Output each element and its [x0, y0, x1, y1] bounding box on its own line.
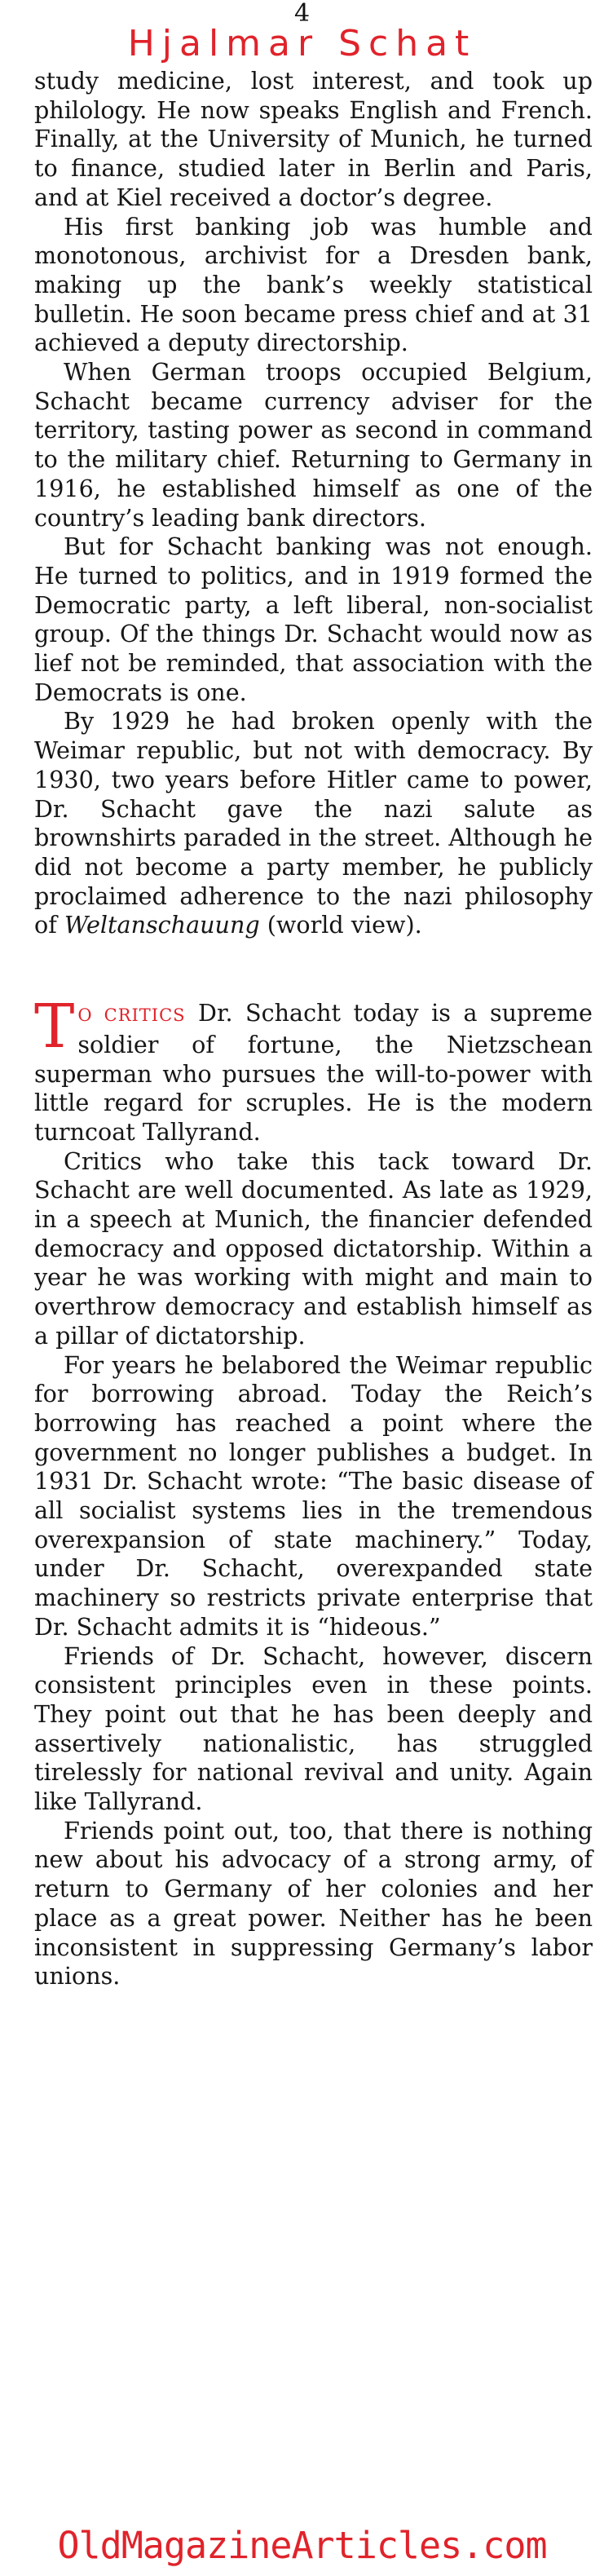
article-section-1 [0, 67, 604, 940]
drop-cap: T [34, 992, 75, 1063]
article-body [0, 67, 604, 1991]
paragraph-6 [34, 992, 593, 1147]
paragraph-5 [34, 707, 593, 940]
small-caps-lead: O CRITICS [77, 1005, 186, 1026]
paragraph-1: study medicine, lost interest, and took up philology. He now speaks English and French. Finally, at the University of Munich, he turned to finance, studied later in Berlin and Paris, and at Kiel received a doctor’s degree. [34, 67, 593, 211]
paragraph-10: Friends point out, too, that there is nothing new about his advocacy of a strong army, of return to Germany of her colonies and her place as a great power. Neither has he been inconsistent in suppressing Germany’s labor unions. [34, 1816, 593, 1991]
paragraph-8: For years he belabored the Weimar republic for borrowing abroad. Today the Reich’s borrowing has reached a point where the government no longer publishes a budget. In 1931 Dr. Schacht wrote: “The basic disease of all socialist systems lies in the tremendous overexpansion of state machinery.” Today, under Dr. Schacht, overexpanded state machinery so restricts private enterprise that Dr. Schacht admits it is “hideous.” [34, 1350, 593, 1641]
paragraph-4: But for Schacht banking was not enough. He turned to politics, and in 1919 formed the Democratic party, a left liberal, non-socialist group. Of the things Dr. Schacht would now as lief not be reminded, that association with the Democrats is one. [34, 532, 593, 706]
paragraph-7: Critics who take this tack toward Dr. Schacht are well documented. As late as 1929, in a speech at Munich, the financier defended democracy and opposed dictatorship. Within a year he was working with might and main to overthrow democracy and establish himself as a pillar of dictatorship. [34, 1147, 593, 1350]
italic-term: Weltanschauung [64, 911, 260, 939]
paragraph-5-text: By 1929 he had broken openly with the Weimar republic, but not with democracy. By 1930, two years before Hitler came to power, Dr. Schacht gave the nazi salute as brownshirts paraded in the street. Although he did not become a party member, he publicly proclaimed adherence to the nazi philosophy of [34, 707, 593, 939]
page-number: 4 [293, 0, 311, 28]
paragraph-9: Friends of Dr. Schacht, however, discern consistent principles even in these points. They point out that he has been deeply and assertively nationalistic, has struggled tirelessly for national revival and unity. Again like Tallyrand. [34, 1641, 593, 1816]
section-break [0, 940, 604, 999]
paragraph-6-text: Dr. Schacht today is a supreme soldier of fortune, the Nietzschean superman who pursues the will-to-power with little regard for scruples. He is the modern turncoat Tallyrand. [34, 999, 593, 1146]
paragraph-3: When German troops occupied Belgium, Schacht became currency adviser for the territory, tasting power as second in command to the military chief. Returning to Germany in 1916, he established himself as one of the country’s leading bank directors. [34, 358, 593, 532]
paragraph-2: His first banking job was humble and monotonous, archivist for a Dresden bank, making up the bank’s weekly statistical bulletin. He soon became press chief and at 31 achieved a deputy directorship. [34, 212, 593, 357]
article-section-2 [0, 992, 604, 1991]
paragraph-5-tail: (world view). [259, 911, 422, 939]
footer-site-name: OldMagazineArticles.com [57, 2524, 547, 2567]
header-title: Hjalmar Schat [127, 23, 477, 64]
